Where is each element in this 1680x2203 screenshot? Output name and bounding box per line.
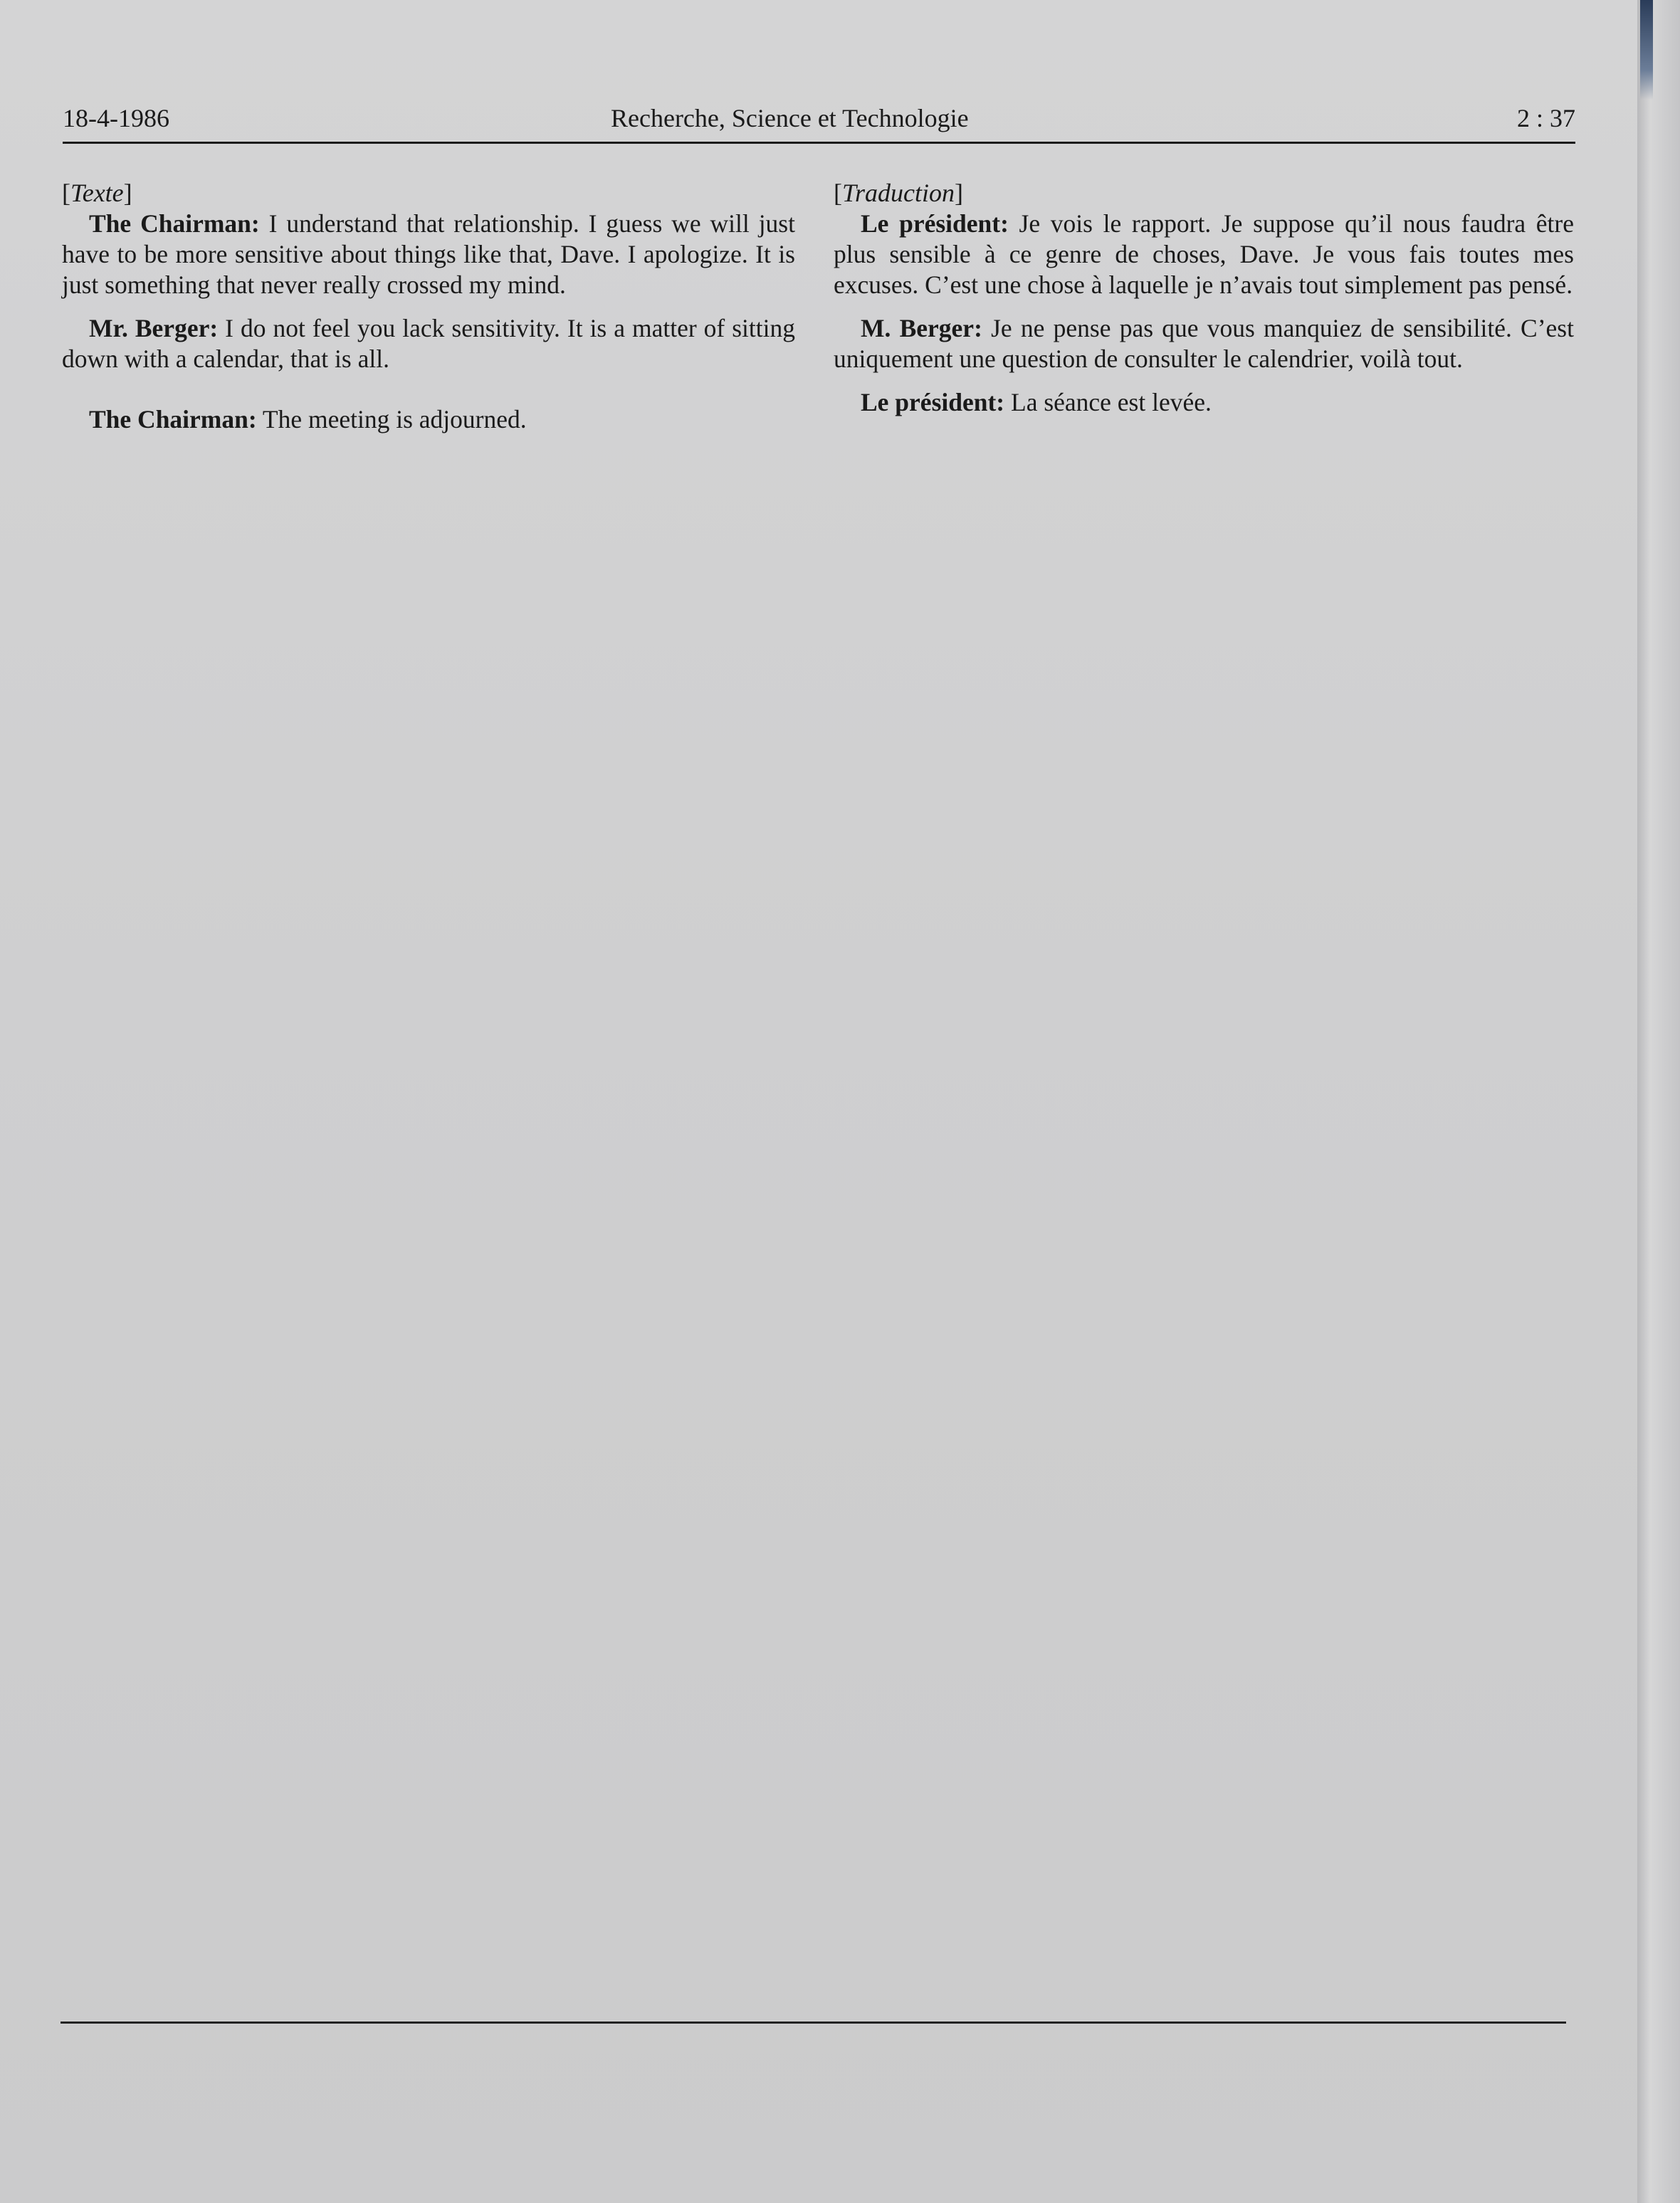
header-page-number: 2 : 37 [1516, 104, 1575, 132]
paragraph-text: I understand that relationship. I guess we will just have to be more sensitive about things like that, Dave. I apologize. It is just something that never really crossed my mind. [62, 209, 795, 299]
header-rule [63, 142, 1575, 144]
paragraph-berger [62, 313, 795, 374]
paragraph-text: La séance est levée. [1004, 388, 1212, 416]
running-header [63, 103, 1575, 140]
speaker-name: Le président: [861, 388, 1005, 416]
speaker-name: Le président: [861, 209, 1009, 238]
paragraph-text: I do not feel you lack sensitivity. It is a matter of sitting down with a calendar, that is all. [62, 314, 795, 373]
paragraph-chairman-1 [62, 209, 795, 300]
binding-spine [1640, 0, 1653, 100]
french-column [834, 178, 1574, 431]
paragraph-text: Je vois le rapport. Je suppose qu’il nous faudra être plus sensible à ce genre de choses, Dave. Je vous fais toutes mes excuses. C’est une chose à laquelle je n’avais tout simplement pas pensé. [834, 209, 1574, 299]
paragraph-president-2 [834, 387, 1574, 418]
speaker-name: The Chairman: [89, 209, 260, 238]
paragraph-text: Je ne pense pas que vous manquiez de sensibilité. C’est uniquement une question de consulter le calendrier, voilà tout. [834, 314, 1574, 373]
paragraph-chairman-2 [62, 404, 795, 435]
header-title: Recherche, Science et Technologie [611, 104, 969, 132]
speaker-name: Mr. Berger: [89, 314, 219, 342]
speaker-name: The Chairman: [89, 405, 257, 433]
english-column [62, 178, 795, 448]
page-edge [1637, 0, 1680, 2203]
section-label-traduction: [Traduction] [834, 179, 964, 207]
paragraph-text: The meeting is adjourned. [256, 405, 527, 433]
header-date: 18-4-1986 [63, 104, 169, 132]
paragraph-president-1 [834, 209, 1574, 300]
speaker-name: M. Berger: [861, 314, 982, 342]
footer-rule [61, 2021, 1566, 2024]
paragraph-berger-fr [834, 313, 1574, 374]
section-label-texte: [Texte] [62, 179, 132, 207]
